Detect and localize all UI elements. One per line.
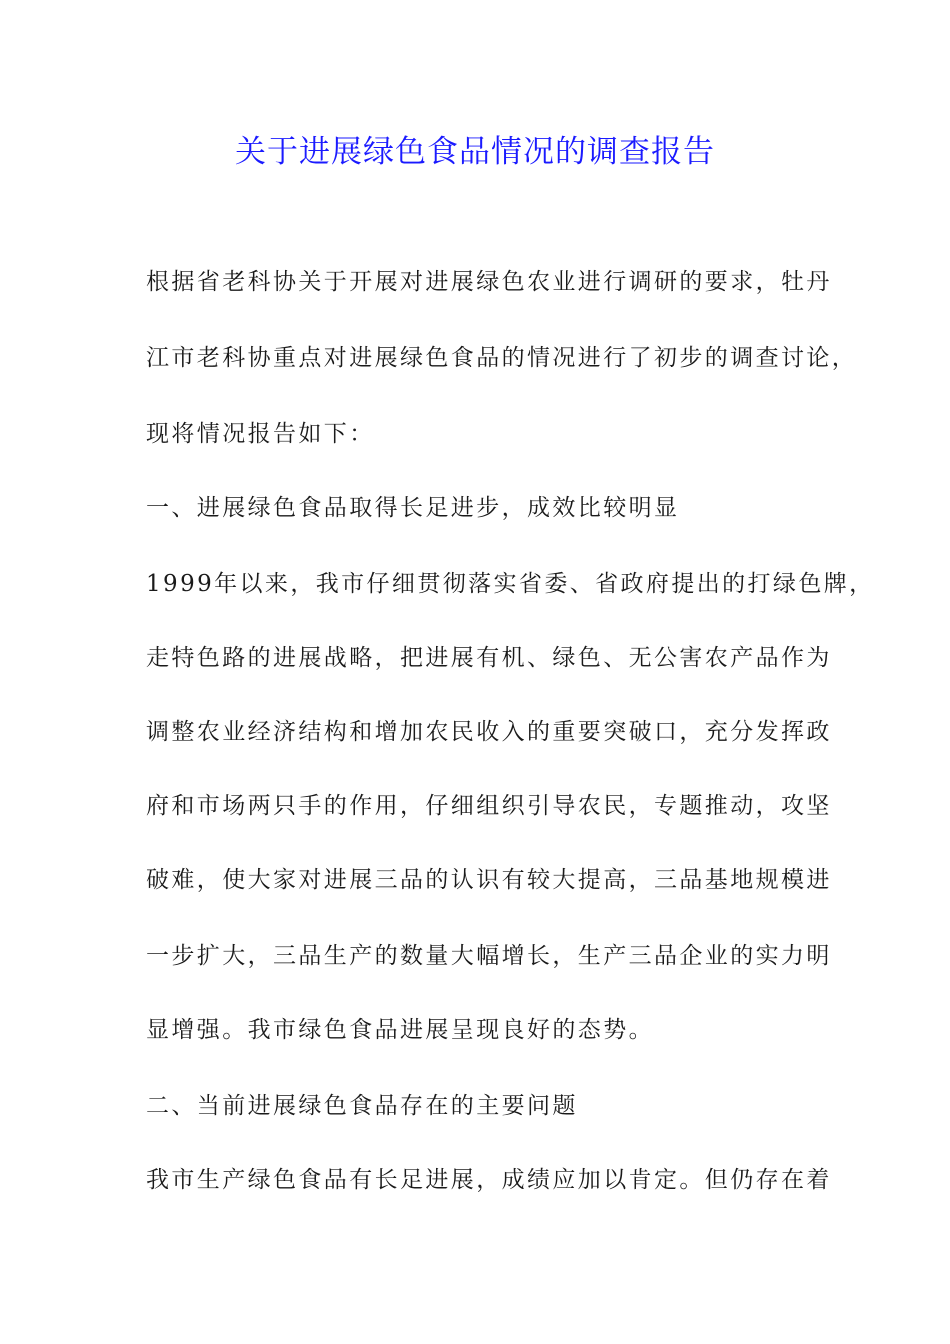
body-line: 1999年以来，我市仔细贯彻落实省委、省政府提出的打绿色牌， — [146, 571, 875, 597]
body-line: 府和市场两只手的作用，仔细组织引导农民，专题推动，攻坚 — [146, 793, 832, 819]
body-line: 调整农业经济结构和增加农民收入的重要突破口，充分发挥政 — [146, 719, 832, 745]
body-line: 走特色路的进展战略，把进展有机、绿色、无公害农产品作为 — [146, 645, 832, 671]
body-line: 根据省老科协关于开展对进展绿色农业进行调研的要求，牡丹 — [146, 269, 832, 295]
body-line: 江市老科协重点对进展绿色食品的情况进行了初步的调查讨论， — [146, 345, 858, 371]
body-line: 我市生产绿色食品有长足进展，成绩应加以肯定。但仍存在着 — [146, 1167, 832, 1193]
body-line: 一步扩大，三品生产的数量大幅增长，生产三品企业的实力明 — [146, 943, 832, 969]
body-line: 显增强。我市绿色食品进展呈现良好的态势。 — [146, 1017, 654, 1043]
body-line: 破难，使大家对进展三品的认识有较大提高，三品基地规模进 — [146, 867, 832, 893]
document-title: 关于进展绿色食品情况的调查报告 — [235, 134, 715, 170]
body-line: 现将情况报告如下： — [146, 421, 375, 447]
section-heading: 二、当前进展绿色食品存在的主要问题 — [146, 1093, 578, 1119]
section-heading: 一、进展绿色食品取得长足进步，成效比较明显 — [146, 495, 680, 521]
